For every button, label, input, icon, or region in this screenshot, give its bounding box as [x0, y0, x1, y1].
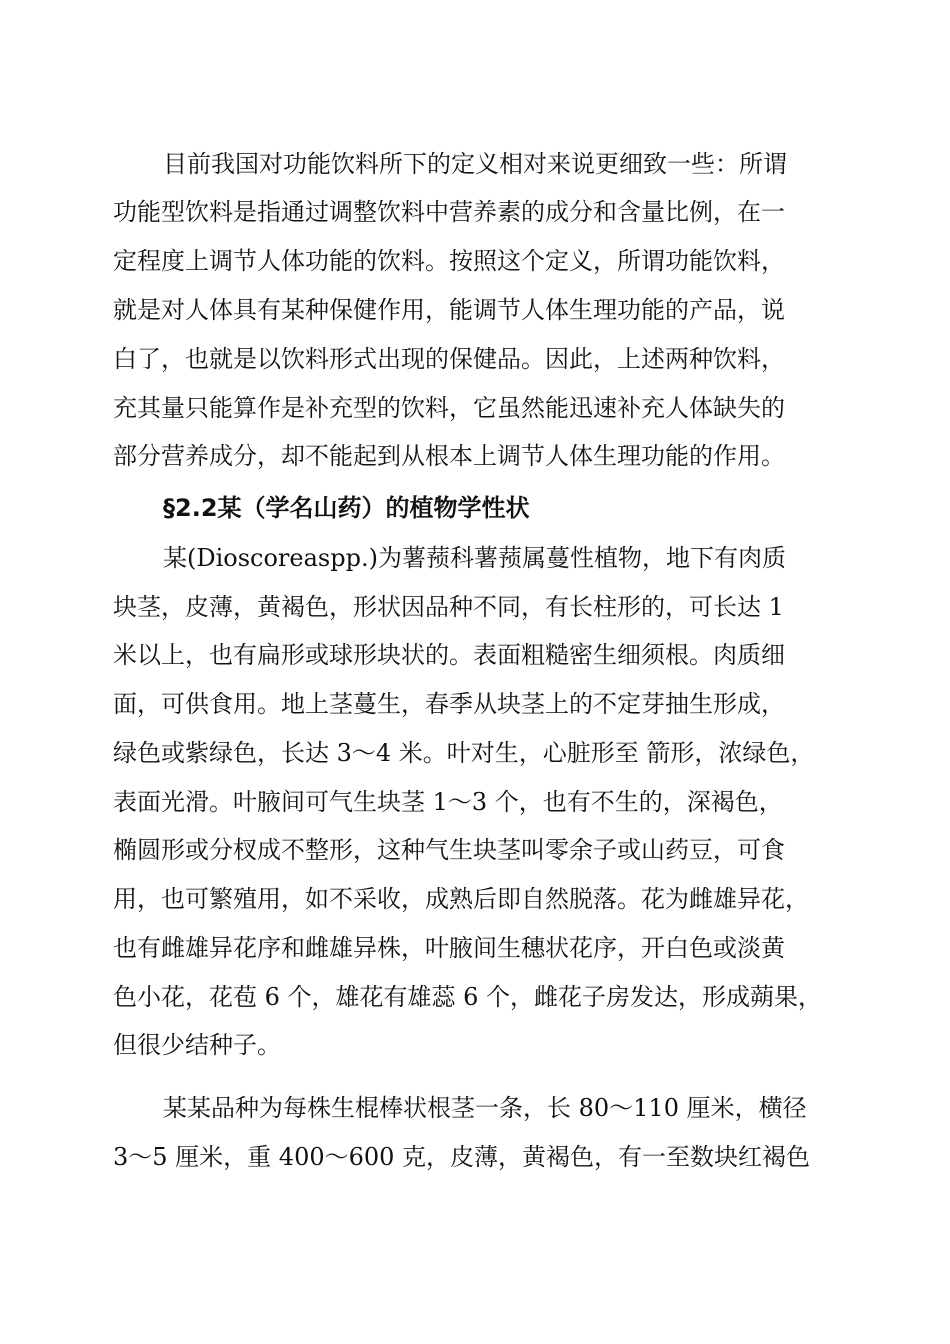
paragraph2-line-2: 块茎，皮薄，黄褐色，形状因品种不同，有长柱形的，可长达 1: [113, 593, 784, 621]
paragraph2-line-10: 色小花，花苞 6 个，雄花有雄蕊 6 个，雌花子房发达，形成蒴果，: [113, 983, 823, 1011]
paragraph1-line-7: 部分营养成分，却不能起到从根本上调节人体生理功能的作用。: [113, 442, 785, 470]
paragraph2-line-3: 米以上，也有扁形或球形块状的。表面粗糙密生细须根。肉质细: [113, 641, 785, 669]
paragraph2-line-4: 面，可供食用。地上茎蔓生，春季从块茎上的不定芽抽生形成，: [113, 690, 785, 718]
paragraph1-line-2: 功能型饮料是指通过调整饮料中营养素的成分和含量比例，在一: [113, 198, 785, 226]
paragraph3-line-1: 某某品种为每株生棍棒状根茎一条，长 80～110 厘米，横径: [163, 1094, 807, 1122]
section-heading: §2.2某（学名山药）的植物学性状: [163, 494, 530, 522]
paragraph2-line-6: 表面光滑。叶腋间可气生块茎 1～3 个，也有不生的，深褐色，: [113, 788, 783, 816]
paragraph1-line-5: 白了，也就是以饮料形式出现的保健品。因此，上述两种饮料，: [113, 345, 785, 373]
paragraph2-line-1: 某(Dioscoreaspp.)为薯蓣科薯蓣属蔓性植物，地下有肉质: [163, 544, 786, 572]
paragraph2-line-11: 但很少结种子。: [113, 1031, 281, 1059]
paragraph1-line-6: 充其量只能算作是补充型的饮料，它虽然能迅速补充人体缺失的: [113, 394, 785, 422]
paragraph2-line-9: 也有雌雄异花序和雌雄异株，叶腋间生穗状花序，开白色或淡黄: [113, 934, 785, 962]
paragraph2-line-5: 绿色或紫绿色，长达 3～4 米。叶对生，心脏形至 箭形，浓绿色，: [113, 739, 815, 767]
paragraph3-line-2: 3～5 厘米，重 400～600 克，皮薄，黄褐色，有一至数块红褐色: [113, 1143, 811, 1171]
paragraph1-line-3: 定程度上调节人体功能的饮料。按照这个定义，所谓功能饮料，: [113, 247, 785, 275]
paragraph1-line-1: 目前我国对功能饮料所下的定义相对来说更细致一些：所谓: [163, 150, 787, 178]
paragraph2-line-8: 用，也可繁殖用，如不采收，成熟后即自然脱落。花为雌雄异花，: [113, 885, 809, 913]
paragraph1-line-4: 就是对人体具有某种保健作用，能调节人体生理功能的产品，说: [113, 296, 785, 324]
paragraph2-line-7: 椭圆形或分杈成不整形，这种气生块茎叫零余子或山药豆，可食: [113, 836, 785, 864]
